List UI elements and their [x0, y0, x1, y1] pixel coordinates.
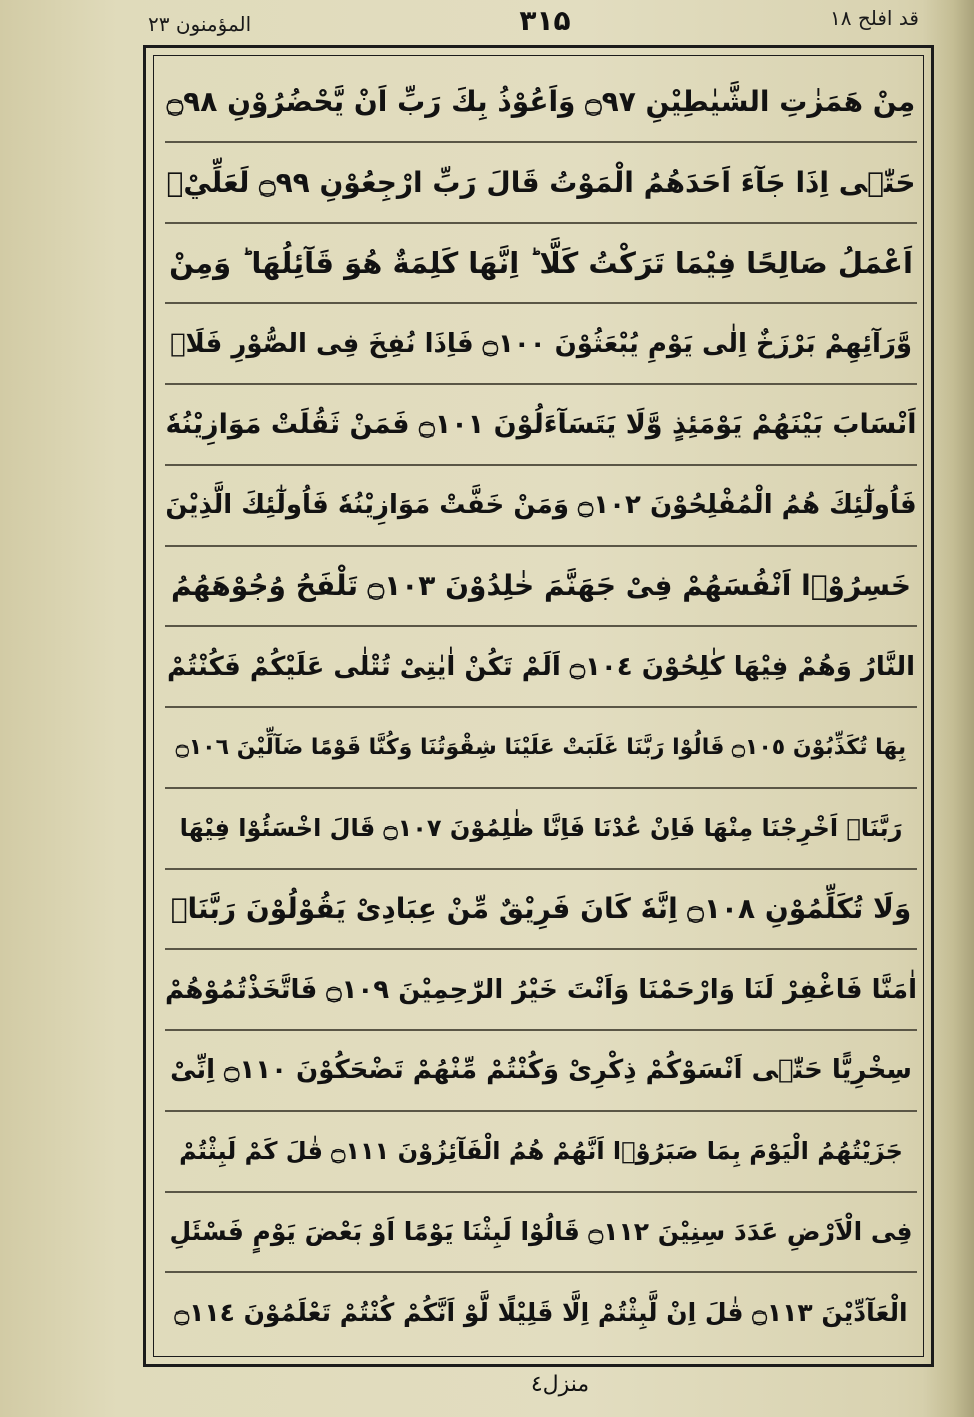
text-line-9: بِهَا تُكَذِّبُوْنَ ۝١٠٥ قَالُوْا رَبَّنَا غَلَبَتْ عَلَيْنَا شِقْوَتُنَا وَكُنَّا قَوْمًا ضَآلِّيْنَ ۝١٠٦ [165, 708, 917, 789]
text-line-2: حَتّٰۤى اِذَا جَآءَ اَحَدَهُمُ الْمَوْتُ قَالَ رَبِّ ارْجِعُوْنِ ۝٩٩ لَعَلِّيْۤ [165, 143, 917, 224]
text-line-1: مِنْ هَمَزٰتِ الشَّيٰطِيْنِ ۝٩٧ وَاَعُوْذُ بِكَ رَبِّ اَنْ يَّحْضُرُوْنِ ۝٩٨ [165, 62, 917, 143]
text-line-13: سِخْرِيًّا حَتّٰۤى اَنْسَوْكُمْ ذِكْرِىْ وَكُنْتُمْ مِّنْهُمْ تَضْحَكُوْنَ ۝١١٠ اِنِّىْ [165, 1031, 917, 1112]
text-line-8: النَّارُ وَهُمْ فِيْهَا كٰلِحُوْنَ ۝١٠٤ اَلَمْ تَكُنْ اٰيٰتِىْ تُتْلٰى عَلَيْكُمْ فَكُنْتُمْ [165, 627, 917, 708]
text-line-12: اٰمَنَّا فَاغْفِرْ لَنَا وَارْحَمْنَا وَاَنْتَ خَيْرُ الرّٰحِمِيْنَ ۝١٠٩ فَاتَّخَذْتُمُوْهُمْ [165, 950, 917, 1031]
text-line-14: جَزَيْتُهُمُ الْيَوْمَ بِمَا صَبَرُوْۤا اَنَّهُمْ هُمُ الْفَآئِزُوْنَ ۝١١١ قٰلَ كَمْ لَبِثْتُمْ [165, 1112, 917, 1193]
text-line-15: فِى الْاَرْضِ عَدَدَ سِنِيْنَ ۝١١٢ قَالُوْا لَبِثْنَا يَوْمًا اَوْ بَعْضَ يَوْمٍ فَسْئَلِ [165, 1193, 917, 1274]
text-line-4: وَّرَآئِهِمْ بَرْزَخٌ اِلٰى يَوْمِ يُبْعَثُوْنَ ۝١٠٠ فَاِذَا نُفِخَ فِى الصُّوْرِ فَلَاۤ [165, 304, 917, 385]
para-name-header: قد افلح ۱۸ [830, 6, 919, 30]
text-line-6: فَاُولٰٓئِكَ هُمُ الْمُفْلِحُوْنَ ۝١٠٢ وَمَنْ خَفَّتْ مَوَازِيْنُهٗ فَاُولٰٓئِكَ الَّذِيْنَ [165, 466, 917, 547]
text-line-16: الْعَآدِّيْنَ ۝١١٣ قٰلَ اِنْ لَّبِثْتُمْ اِلَّا قَلِيْلًا لَّوْ اَنَّكُمْ كُنْتُمْ تَعْلَمُوْنَ ۝١١٤ [174, 1298, 908, 1328]
text-line-5: اَنْسَابَ بَيْنَهُمْ يَوْمَئِذٍ وَّلَا يَتَسَآءَلُوْنَ ۝١٠١ فَمَنْ ثَقُلَتْ مَوَازِيْنُهٗ [165, 385, 917, 466]
page-number: ۳۱۵ [519, 4, 571, 37]
text-line-3: اَعْمَلُ صَالِحًا فِيْمَا تَرَكْتُ كَلَّا ؕ اِنَّهَا كَلِمَةٌ هُوَ قَآئِلُهَا ؕ وَمِنْ [165, 224, 917, 305]
surah-name-header: المؤمنون ۲۳ [148, 12, 252, 36]
text-line-10: رَبَّنَاۤ اَخْرِجْنَا مِنْهَا فَاِنْ عُدْنَا فَاِنَّا ظٰلِمُوْنَ ۝١٠٧ قَالَ اخْسَئُوْا فِيْهَا [165, 789, 917, 870]
text-line-11: وَلَا تُكَلِّمُوْنِ ۝١٠٨ اِنَّهٗ كَانَ فَرِيْقٌ مِّنْ عِبَادِىْ يَقُوْلُوْنَ رَبَّنَاۤ [165, 870, 917, 951]
text-block [165, 62, 917, 1352]
text-line-7: خَسِرُوْۤا اَنْفُسَهُمْ فِىْ جَهَنَّمَ خٰلِدُوْنَ ۝١٠٣ تَلْفَحُ وُجُوْهَهُمُ [165, 547, 917, 628]
manzil-marker: منزل٤ [530, 1372, 590, 1397]
